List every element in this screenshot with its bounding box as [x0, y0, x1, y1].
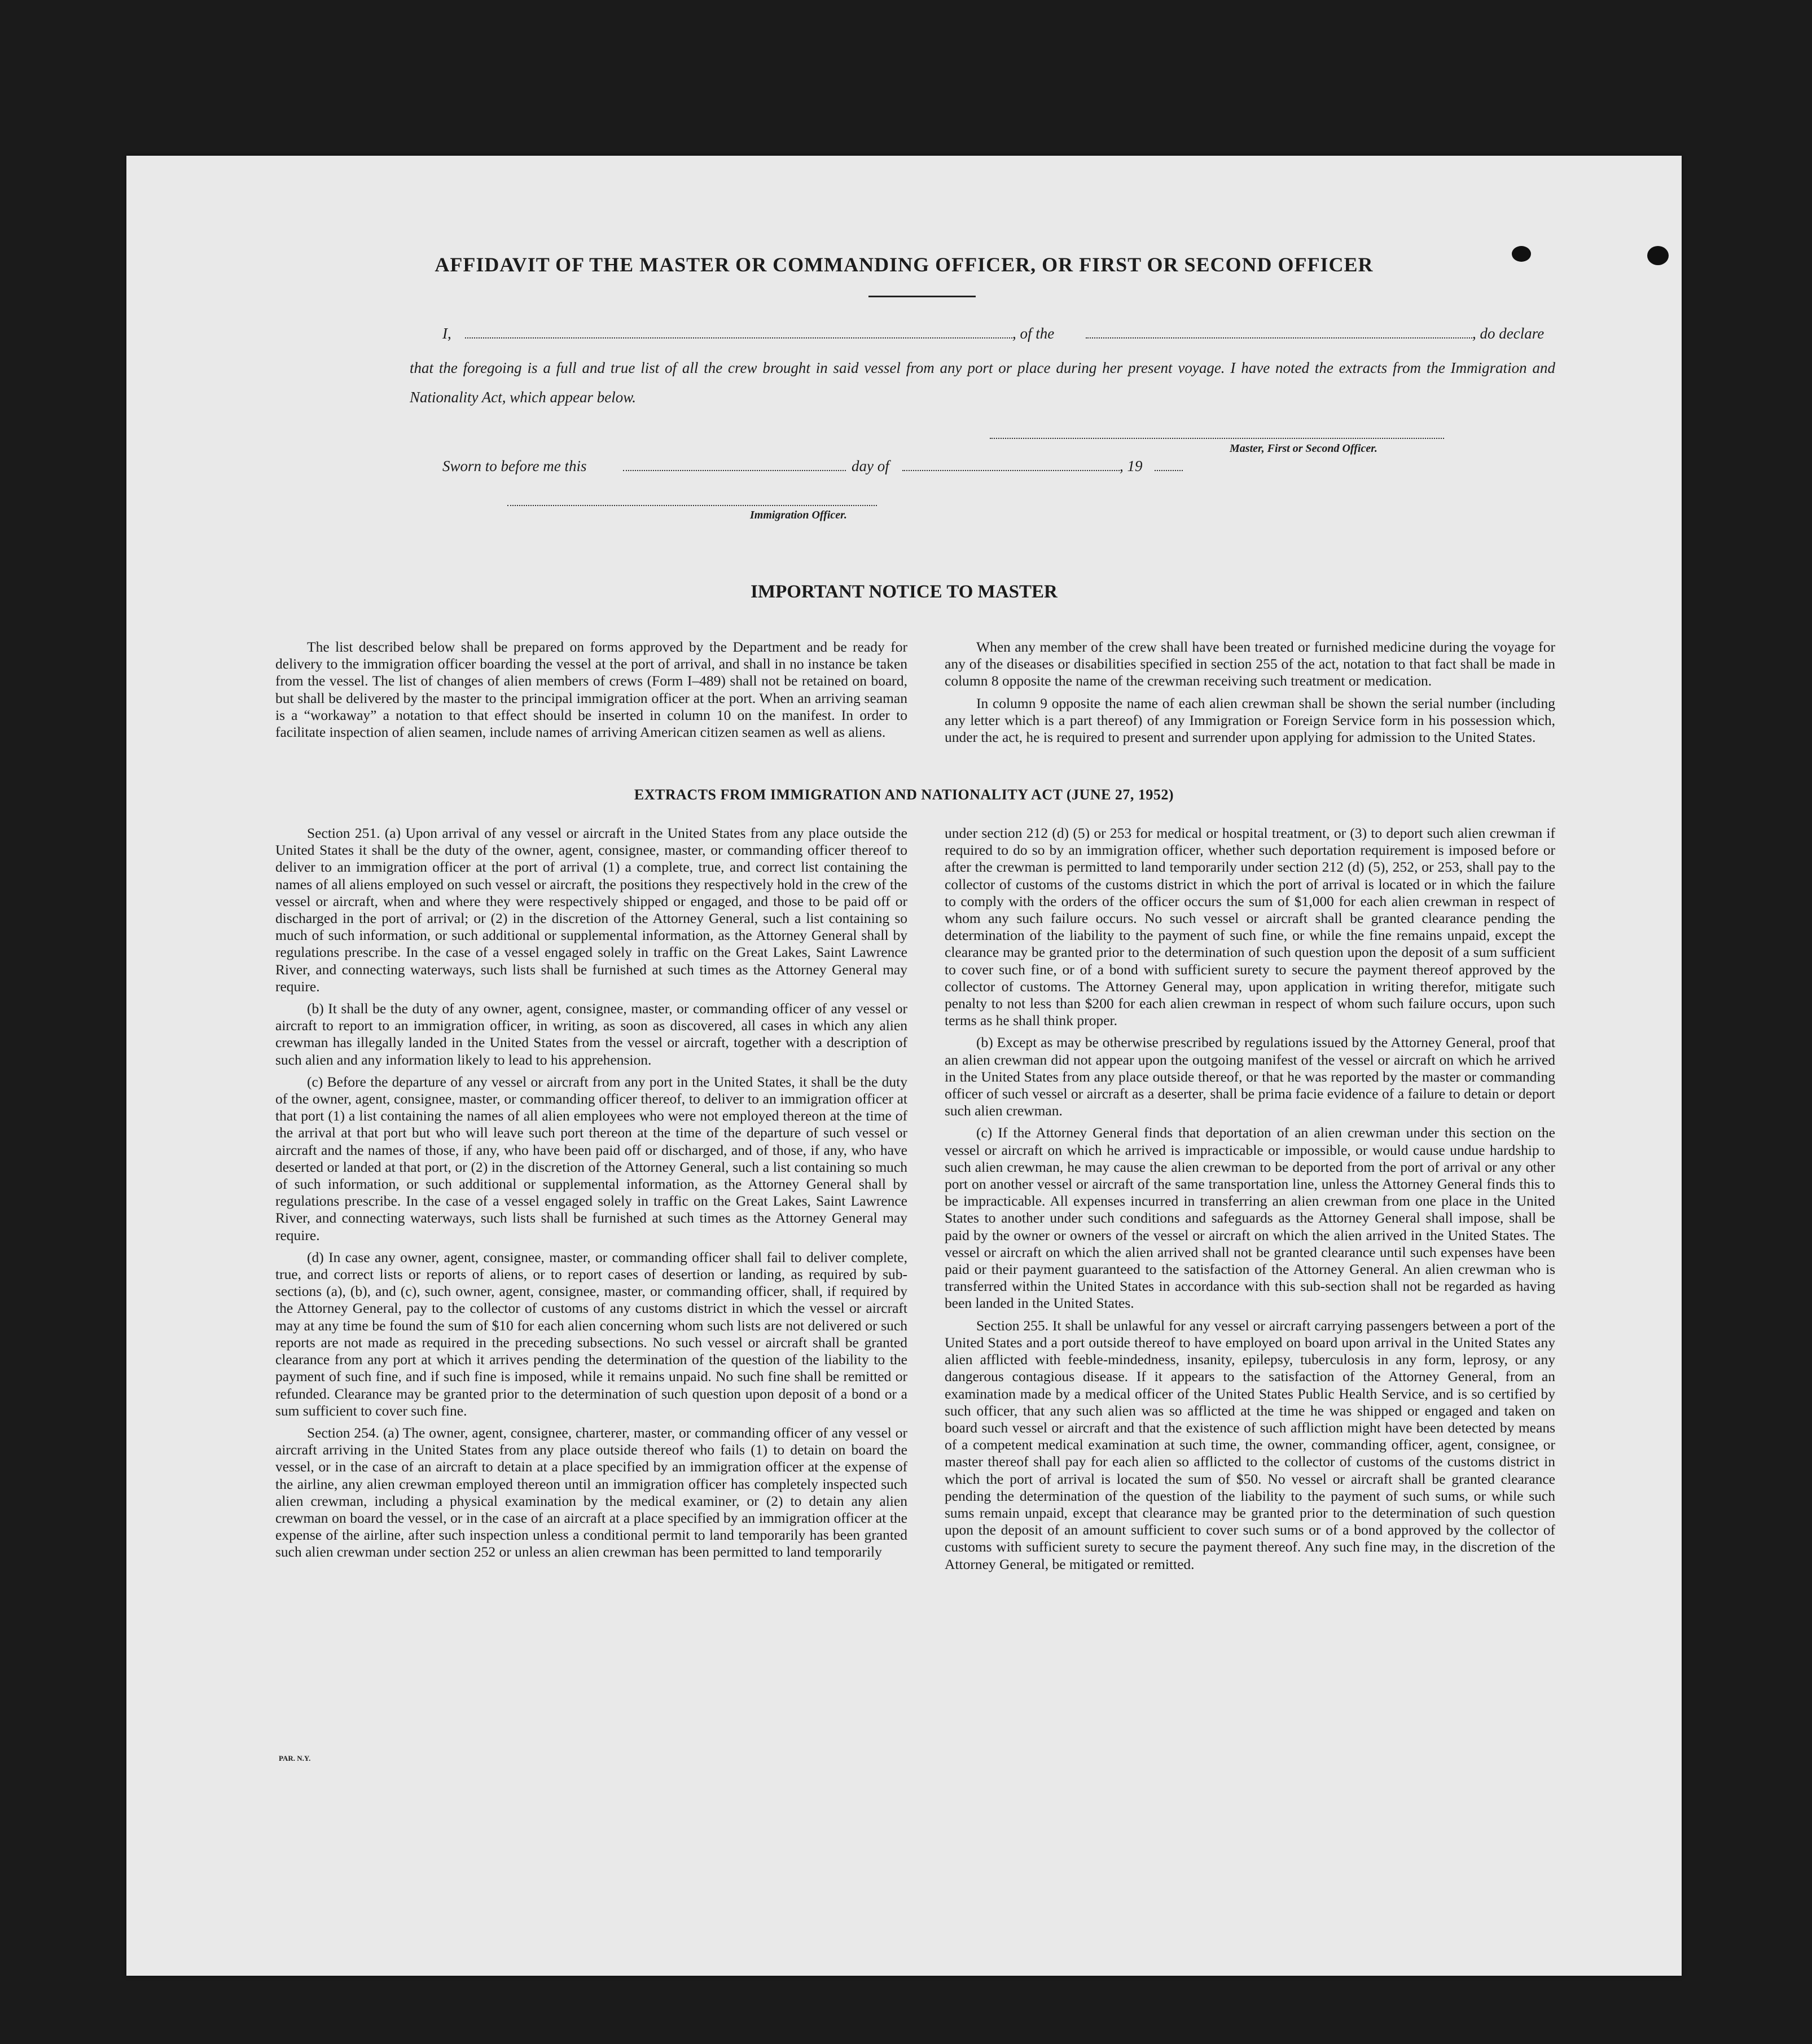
extracts-left-column [275, 825, 907, 1566]
master-signature-field[interactable] [990, 438, 1444, 439]
notice-right-column [945, 639, 1555, 751]
declare-suffix: , do declare [1472, 325, 1545, 342]
officer-signature-caption: Immigration Officer. [750, 509, 847, 521]
sworn-day-of: day of [852, 458, 889, 474]
notice-list-instructions: The list described below shall be prepared on forms approved by the Department and be ready for delivery to the immigration officer boarding the vessel at the port of arrival, and shall in no instance be taken from the vessel. The list of changes of alien members of crews (Form I–489) shall not be retained on board, but shall be delivered by the master to the principal immigration officer at the port. When an arriving seaman is a “workaway” a notation to that effect should be inserted in column 10 on the manifest. In order to facilitate inspection of alien seamen, include names of arriving American citizen seamen as well as aliens. [275, 639, 907, 741]
sworn-year-field[interactable] [1155, 470, 1183, 471]
sworn-year-prefix: , 19 [1120, 458, 1143, 474]
scan-speck [1512, 246, 1531, 262]
section-254-a-continued: under section 212 (d) (5) or 253 for medical or hospital treatment, or (3) to deport such alien crewman if required to do so by an immigration officer, whether such deportation requirement is imposed before or after the crewman is permitted to land temporarily under section 212 (d) (5), 252, or 253, shall pay to the collector of customs of the customs district in which the port of arrival is located or in which the failure to comply with the orders of the officer occurs the sum of $1,000 for each alien crewman in respect of whom any such failure occurs. No such vessel or aircraft shall be granted clearance pending the determination of the liability to the payment of such fine, or while the fine remains unpaid, except the clearance may be granted prior to the determination of such question upon the deposit of a sum sufficient to cover such fine, or of a bond with sufficient surety to secure the payment thereof approved by the collector of customs. The Attorney General may, upon application in writing therefor, mitigate such penalty to not less than $200 for each alien crewman in respect of whom such failure occurs, upon such terms as he shall think proper. [945, 825, 1555, 1029]
affidavit-title: AFFIDAVIT OF THE MASTER OR COMMANDING OFFICER, OR FIRST OR SECOND OFFICER [435, 253, 1374, 276]
affidavit-statement: that the foregoing is a full and true list of all the crew brought in said vessel from any port or place during her present voyage. I have noted the extracts from the Immigration and Nationality Act, which appear below. [410, 359, 1555, 406]
officer-signature-field[interactable] [507, 505, 877, 506]
vessel-name-field[interactable] [1086, 337, 1472, 339]
vessel-prefix: , of the [1012, 325, 1055, 342]
section-254-b: (b) Except as may be otherwise prescribed by regulations issued by the Attorney General, proof that an alien crewman did not appear upon the outgoing manifest of the vessel or aircraft on which he arrived in the United States from any place outside thereof, or that he was reported by the master or commanding officer of such vessel or aircraft as a deserter, shall be prima facie evidence of a failure to detain or deport such alien crewman. [945, 1034, 1555, 1119]
sworn-date-field[interactable] [623, 470, 846, 471]
notice-title: IMPORTANT NOTICE TO MASTER [751, 582, 1058, 602]
sworn-prefix: Sworn to before me this [442, 458, 587, 474]
section-251-a: Section 251. (a) Upon arrival of any vessel or aircraft in the United States from any place outside the United States it shall be the duty of the owner, agent, consignee, master, or commanding officer thereof to deliver to an immigration officer at the port of arrival (1) a complete, true, and correct list containing the names of all aliens employed on such vessel or aircraft, the positions they respectively hold in the crew of the vessel or aircraft, when and where they were respectively shipped or engaged, and those to be paid off or discharged in the port of arrival; or (2) in the discretion of the Attorney General, such a list containing so much of such information, or such additional or supplemental information, as the Attorney General shall by regulations prescribe. In the case of a vessel engaged solely in traffic on the Great Lakes, Saint Lawrence River, and connecting waterways, such lists shall be furnished at such times as the Attorney General may require. [275, 825, 907, 995]
declarant-name-field[interactable] [465, 337, 1012, 339]
section-251-c: (c) Before the departure of any vessel or aircraft from any port in the United States, it shall be the duty of the owner, agent, consignee, master, or commanding officer thereof, to deliver to an immigration officer at that port (1) a list containing the names of all alien employees who were not employed thereon at the time of the arrival at that port but who will leave such port thereon at the time of the departure of such vessel or aircraft and the names of those, if any, who have been paid off or discharged, and of those, if any, who have deserted or landed at that port, or (2) in the discretion of the Attorney General, such a list containing so much of such information, or such additional or supplemental information, as the Attorney General shall by regulations prescribe. In the case of a vessel engaged solely in traffic on the Great Lakes, Saint Lawrence River, and connecting waterways, such lists shall be furnished at such times as the Attorney General may require. [275, 1073, 907, 1243]
declarant-prefix: I, [442, 325, 451, 342]
master-signature-caption: Master, First or Second Officer. [1230, 442, 1377, 455]
section-251-b: (b) It shall be the duty of any owner, agent, consignee, master, or commanding officer of any vessel or aircraft to report to an immigration officer, in writing, as soon as discovered, all cases in which any alien crewman has illegally landed in the United States from the vessel or aircraft, together with a description of such alien and any information likely to lead to his apprehension. [275, 1000, 907, 1068]
section-251-d: (d) In case any owner, agent, consignee, master, or commanding officer shall fail to deliver complete, true, and correct lists or reports of aliens, or to report cases of desertion or landing, as required by sub-sections (a), (b), and (c), such owner, agent, consignee, master, or commanding officer, shall, if required by the Attorney General, pay to the collector of customs of any customs district in which the vessel or aircraft may at any time be found the sum of $10 for each alien concerning whom such lists are not delivered or such reports are not made as required in the preceding subsections. No such vessel or aircraft shall be granted clearance from any port at which it arrives pending the determination of the question of the liability to the payment of such fine, and if such fine is imposed, while it remains unpaid. No such fine shall be remitted or refunded. Clearance may be granted prior to the determination of such question upon deposit of a bond or a sum sufficient to cover such fine. [275, 1249, 907, 1419]
extracts-title: EXTRACTS FROM IMMIGRATION AND NATIONALITY ACT (JUNE 27, 1952) [634, 786, 1174, 803]
section-255: Section 255. It shall be unlawful for any vessel or aircraft carrying passengers between a port of the United States and a port outside thereof to have employed on board upon arrival in the United States any alien afflicted with feeble-mindedness, insanity, epilepsy, tuberculosis in any form, leprosy, or any dangerous contagious disease. If it appears to the satisfaction of the Attorney General, from an examination made by a medical officer of the United States Public Health Service, and is so certified by such officer, that any such alien was so afflicted at the time he was shipped or engaged and taken on board such vessel or aircraft and that the existence of such affliction might have been detected by means of a competent medical examination at such time, the owner, commanding officer, agent, consignee, or master thereof shall pay for each alien so afflicted to the collector of customs of the customs district in which the port of arrival is located the sum of $50. No vessel or aircraft shall be granted clearance pending the determination of the question of the liability to the payment of such sums, or while such sums remain unpaid, except that clearance may be granted prior to the determination of such question upon the deposit of an amount sufficient to cover such sums or of a bond approved by the collector of customs with sufficient surety to secure the payment thereof. Any such fine may, in the discretion of the Attorney General, be mitigated or remitted. [945, 1317, 1555, 1572]
printer-mark: PAR. N.Y. [279, 1754, 311, 1762]
notice-medical-notation: When any member of the crew shall have been treated or furnished medicine during the voyage for any of the diseases or disabilities specified in section 255 of the act, notation to that fact shall be made in column 8 opposite the name of the crewman receiving such treatment or medication. [945, 639, 1555, 689]
title-underline [868, 296, 976, 297]
scan-speck [1647, 246, 1669, 265]
notice-serial-number: In column 9 opposite the name of each alien crewman shall be shown the serial number (including any letter which is a part thereof) of any Immigration or Foreign Service form in his possession which, under the act, he is required to present and surrender upon applying for admission to the United States. [945, 694, 1555, 746]
notice-left-column [275, 639, 907, 746]
section-254-a: Section 254. (a) The owner, agent, consignee, charterer, master, or commanding officer of any vessel or aircraft arriving in the United States from any place outside thereof who fails (1) to detain on board the vessel, or in the case of an aircraft to detain at a place specified by an immigration officer at the expense of the airline, any alien crewman employed thereon until an immigration officer has completely inspected such alien crewman, including a physical examination by the medical examiner, or (2) to detain any alien crewman on board the vessel, or in the case of an aircraft at a place specified by an immigration officer at the expense of the airline, after such inspection unless a conditional permit to land temporarily has been granted such alien crewman under section 252 or unless an alien crewman has been permitted to land temporarily [275, 1424, 907, 1561]
extracts-right-column [945, 825, 1555, 1578]
section-254-c: (c) If the Attorney General finds that deportation of an alien crewman under this section on the vessel or aircraft on which he arrived is impracticable or impossible, or would cause undue hardship to such alien crewman, he may cause the alien crewman to be deported from the port of arrival or any other port on another vessel or aircraft of the same transportation line, unless the Attorney General finds this to be impracticable. All expenses incurred in transferring an alien crewman from one place in the United States to another under such conditions and safeguards as the Attorney General shall impose, shall be paid by the owner or owners of the vessel or aircraft on which the alien arrived in the United States. The vessel or aircraft on which the alien arrived shall not be granted clearance until such expenses have been paid or their payment guaranteed to the satisfaction of the Attorney General. An alien crewman who is transferred within the United States in accordance with this sub-section shall not be regarded as having been landed in the United States. [945, 1124, 1555, 1312]
document-page [126, 156, 1682, 1976]
sworn-month-field[interactable] [902, 470, 1120, 471]
